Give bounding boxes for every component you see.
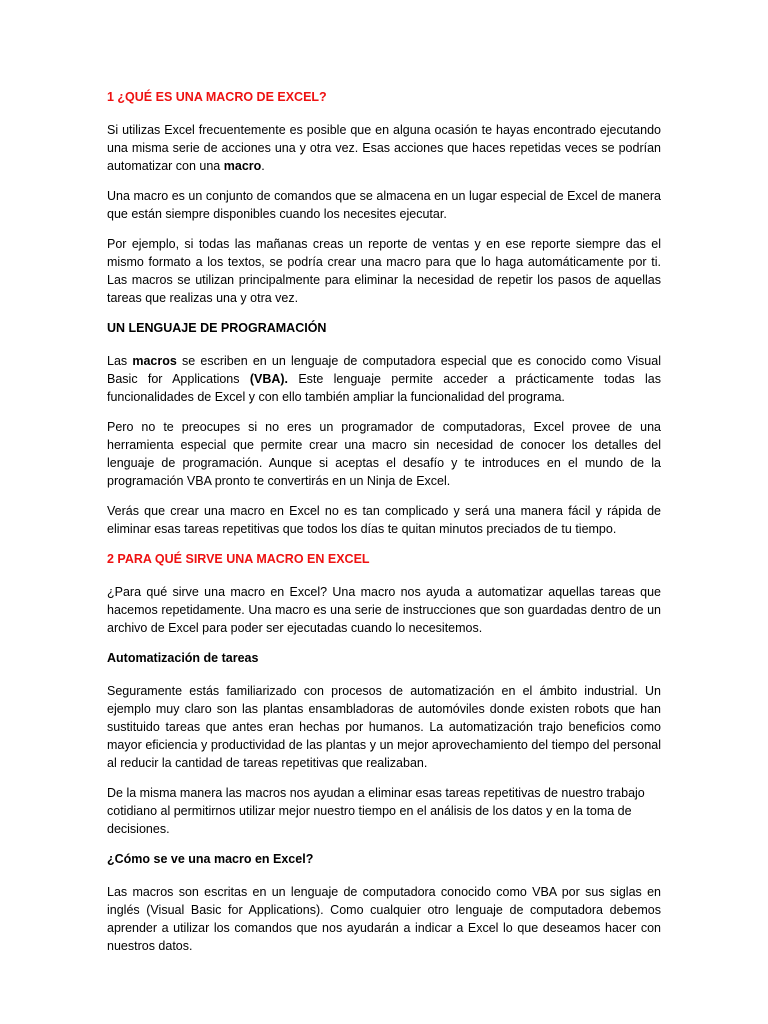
bold-term: (VBA). (249, 372, 289, 386)
subsection-heading-automation: Automatización de tareas (107, 651, 259, 665)
paragraph-text: . (261, 159, 265, 173)
paragraph: Pero no te preocupes si no eres un programador de computadoras, Excel provee de una herramienta especial que permite crear una macro sin necesidad de conocer los detalles del lenguaje de programación. Aunque si aceptas el desafío y te introduces en el mundo de la programación VBA pronto te convertirás en un Ninja de Excel. (107, 420, 661, 488)
paragraph: Verás que crear una macro en Excel no es tan complicado y será una manera fácil y rápida de eliminar esas tareas repetitivas que todos los días te quitan minutos preciados de tu tiempo. (107, 504, 661, 536)
bold-term: macro (223, 159, 262, 173)
paragraph (107, 352, 661, 406)
subsection-heading-programming-language: UN LENGUAJE DE PROGRAMACIÓN (107, 321, 327, 335)
subsection-heading-macro-view: ¿Cómo se ve una macro en Excel? (107, 852, 314, 866)
bold-term: macros (132, 354, 177, 368)
paragraph-text: se escriben en un lenguaje de computadora especial que es conocido como Visual Basic for Applications (107, 354, 661, 386)
paragraph: Por ejemplo, si todas las mañanas creas un reporte de ventas y en ese reporte siempre das el mismo formato a los textos, se podría crear una macro para que lo haga automáticamente por ti. Las macros se utilizan principalmente para eliminar la necesidad de repetir los pasos de aquellas tareas que realizas una y otra vez. (107, 237, 661, 305)
section-heading-1: 1 ¿QUÉ ES UNA MACRO DE EXCEL? (107, 90, 327, 104)
paragraph: ¿Para qué sirve una macro en Excel? Una macro nos ayuda a automatizar aquellas tareas que hacemos repetidamente. Una macro es una serie de instrucciones que son guardadas dentro de un archivo de Excel para poder ser ejecutadas cuando lo necesitemos. (107, 585, 661, 635)
paragraph: De la misma manera las macros nos ayudan a eliminar esas tareas repetitivas de nuestro trabajo cotidiano al permitirnos utilizar mejor nuestro tiempo en el análisis de los datos y en la toma de decisiones. (107, 786, 645, 836)
paragraph-text: Las (107, 354, 133, 368)
paragraph-text: Este lenguaje permite acceder a prácticamente todas las funcionalidades de Excel y con ello también ampliar la funcionalidad del programa. (107, 372, 661, 404)
document-page (107, 88, 661, 967)
paragraph: Una macro es un conjunto de comandos que se almacena en un lugar especial de Excel de manera que están siempre disponibles cuando los necesites ejecutar. (107, 189, 661, 221)
section-heading-2: 2 PARA QUÉ SIRVE UNA MACRO EN EXCEL (107, 552, 370, 566)
paragraph: Seguramente estás familiarizado con procesos de automatización en el ámbito industrial. Un ejemplo muy claro son las plantas ensambladoras de automóviles donde existen robots que han sustituido tareas que antes eran hechas por humanos. La automatización trajo beneficios como mayor eficiencia y productividad de las plantas y un mejor aprovechamiento del tiempo del personal al reducir la cantidad de tareas repetitivas que realizaban. (107, 684, 661, 770)
paragraph (107, 121, 661, 175)
paragraph-text: Si utilizas Excel frecuentemente es posible que en alguna ocasión te hayas encontrado ejecutando una misma serie de acciones una y otra vez. Esas acciones que haces repetidas veces se podrían automatizar con una (107, 123, 661, 173)
paragraph: Las macros son escritas en un lenguaje de computadora conocido como VBA por sus siglas en inglés (Visual Basic for Applications). Como cualquier otro lenguaje de computadora debemos aprender a utilizar los comandos que nos ayudarán a indicar a Excel lo que deseamos hacer con nuestros datos. (107, 885, 661, 953)
